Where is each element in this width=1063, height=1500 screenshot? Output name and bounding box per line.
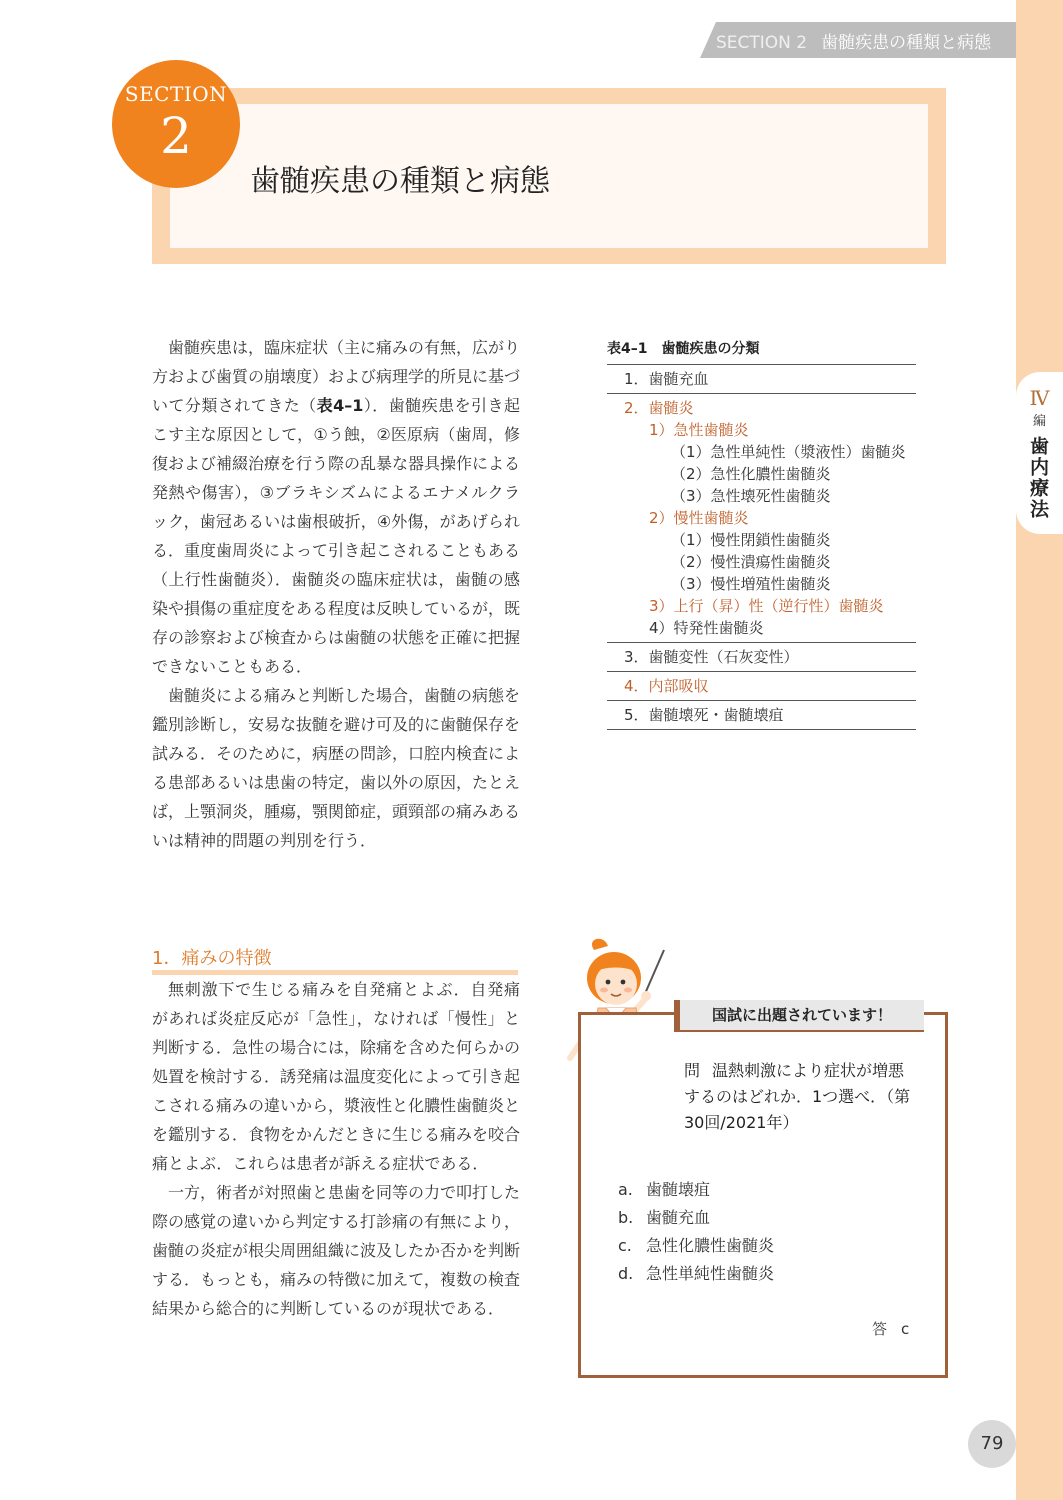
choice-key: d.	[618, 1264, 634, 1283]
table-row: （3）慢性増殖性歯髄炎	[671, 575, 831, 593]
table-row: 4）特発性歯髄炎	[649, 619, 764, 637]
table-row: （2）慢性潰瘍性歯髄炎	[671, 553, 831, 571]
running-header-title: 歯髄疾患の種類と病態	[821, 33, 992, 53]
table-row: （3）急性壊死性歯髄炎	[671, 487, 831, 505]
choice-text: 急性化膿性歯髄炎	[646, 1236, 775, 1255]
table-row: 4．内部吸収	[624, 677, 709, 695]
answer-choice	[618, 1260, 918, 1288]
answer-choice	[618, 1204, 918, 1232]
chapter-tab-title: 歯内療法	[1027, 436, 1049, 520]
choice-text: 歯髄壊疽	[646, 1180, 711, 1199]
table-group	[607, 700, 916, 730]
table-row: 2．歯髄炎	[624, 399, 694, 417]
chapter-tab-suffix: 編	[1032, 414, 1046, 429]
classification-table	[607, 364, 916, 730]
answer-choices	[618, 1176, 918, 1288]
choice-text: 急性単純性歯髄炎	[646, 1264, 775, 1283]
table-row: 3．歯髄変性（石灰変性）	[624, 648, 799, 666]
body-paragraph-3: 無刺激下で生じる痛みを自発痛とよぶ．自発痛があれば炎症反応が「急性」，なければ「慢性」と判断する．急性の場合には，除痛を含めた何らかの処置を検討する．誘発痛は温度変化によって引き起こされる痛みの違いから，漿液性と化膿性歯髄炎とを鑑別する．食物をかんだときに生じる痛みを咬合痛とよぶ．これらは患者が訴える症状である．	[152, 980, 521, 1173]
answer-line	[872, 1318, 909, 1339]
table-row: （1）慢性閉鎖性歯髄炎	[671, 531, 831, 549]
table-row: 1．歯髄充血	[624, 370, 709, 388]
choice-key: a.	[618, 1180, 633, 1199]
table-group	[607, 393, 916, 642]
section-badge	[112, 60, 240, 188]
choice-key: b.	[618, 1208, 634, 1227]
table-group	[607, 364, 916, 393]
body-paragraph-4: 一方，術者が対照歯と患歯を同等の力で叩打した際の感覚の違いから判定する打診痛の有無により，歯髄の炎症が根尖周囲組織に波及したか否かを判断する．もっとも，痛みの特徴に加えて，複数の検査結果から総合的に判断しているのが現状である．	[152, 1183, 521, 1318]
body-paragraph-1-text-b: ）．歯髄疾患を引き起こす主な原因として，①う蝕，②医原病（歯周，修復および補綴治療を行う際の乱暴な器具操作による発熱や傷害），③ブラキシズムによるエナメルクラック，歯冠あるいは歯根破折，④外傷，があげられる．重度歯周炎によって引き起こされることもある（上行性歯髄炎）．歯髄炎の臨床症状は，歯髄の感染や損傷の重症度をある程度は反映しているが，既存の診察および検査からは歯髄の状態を正確に把握できないこともある．	[152, 396, 521, 676]
section-badge-number: 2	[160, 107, 192, 165]
table-row: 3）上行（昇）性（逆行性）歯髄炎	[649, 597, 884, 615]
table-caption: 表4–1 歯髄疾患の分類	[607, 341, 760, 357]
page-number: 79	[980, 1433, 1004, 1454]
table-row: 1）急性歯髄炎	[649, 421, 749, 439]
body-paragraph-1-text-a: 歯髄疾患は，臨床症状（主に痛みの有無，広がり方および歯質の崩壊度）および病理学的所見に基づいて分類されてきた（	[152, 338, 521, 415]
chapter-tab	[1016, 372, 1063, 534]
body-column	[152, 333, 520, 855]
answer-label: 答	[872, 1320, 888, 1338]
table-row: 2）慢性歯髄炎	[649, 509, 749, 527]
answer-choice	[618, 1232, 918, 1260]
table-group	[607, 642, 916, 671]
body-paragraph-1	[152, 333, 520, 681]
section-badge-label: SECTION	[124, 82, 228, 106]
exam-tag: 国試に出題されています！	[680, 1000, 924, 1030]
table-row: （2）急性化膿性歯髄炎	[671, 465, 831, 483]
page-title: 歯髄疾患の種類と病態	[250, 164, 550, 199]
chapter-tab-number: Ⅳ	[1029, 386, 1050, 410]
answer-choice	[618, 1176, 918, 1204]
running-header-section: SECTION 2	[716, 33, 808, 53]
side-strip	[1016, 0, 1063, 1500]
choice-key: c.	[618, 1236, 632, 1255]
body-paragraph-2: 歯髄炎による痛みと判断した場合，歯髄の病態を鑑別診断し，安易な抜髄を避け可及的に歯髄保存を試みる．そのために，病歴の問診，口腔内検査による患部あるいは患歯の特定，歯以外の原因，たとえば，上顎洞炎，腫瘍，顎関節症，頭頸部の痛みあるいは精神的問題の判別を行う．	[152, 686, 521, 850]
table-group	[607, 671, 916, 700]
table-reference: 表4–1	[316, 396, 364, 415]
answer-value: c	[901, 1320, 910, 1338]
question-text: 温熱刺激により症状が増悪するのはどれか．1つ選べ．（第30回/2021年）	[684, 1061, 911, 1132]
page-number-badge	[968, 1420, 1016, 1468]
subheading-pain: 1．痛みの特徴	[152, 944, 518, 975]
running-header	[716, 28, 991, 53]
body-column-2	[152, 975, 520, 1323]
table-row: （1）急性単純性（漿液性）歯髄炎	[671, 443, 906, 461]
choice-text: 歯髄充血	[646, 1208, 711, 1227]
table-row: 5．歯髄壊死・歯髄壊疽	[624, 706, 784, 724]
question-label: 問	[684, 1061, 701, 1080]
exam-question	[684, 1058, 916, 1136]
